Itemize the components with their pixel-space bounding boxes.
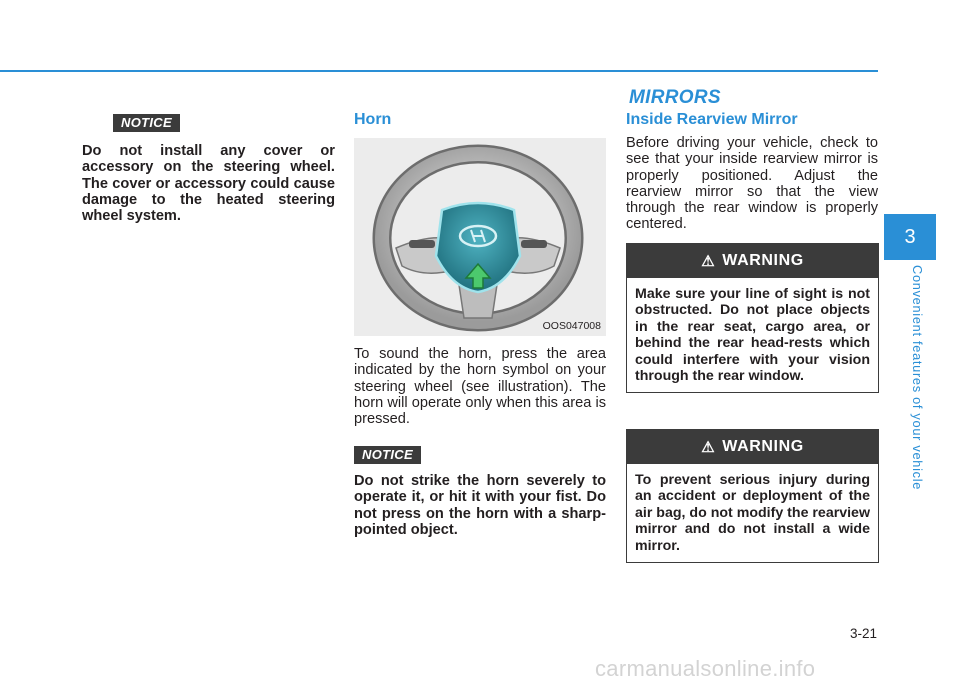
- section-title: MIRRORS: [629, 87, 721, 108]
- warning-box: [626, 429, 879, 563]
- watermark: carmanualsonline.info: [595, 656, 816, 681]
- steering-wheel-notice-text: Do not install any cover or accessory on the steering wheel. The cover or accessory could cause damage to the heated steering wheel system.: [82, 143, 335, 225]
- figure-code: OOS047008: [542, 320, 601, 332]
- chapter-tab: [884, 214, 936, 260]
- page-number: 3-21: [849, 626, 877, 641]
- warning-triangle-icon: ⚠: [701, 253, 716, 270]
- chapter-number: 3: [904, 225, 916, 248]
- horn-heading: Horn: [354, 111, 392, 128]
- warning-header: [627, 244, 878, 278]
- horn-notice-text: Do not strike the horn severely to operate it, or hit it with your fist. Do not press on the horn with a sharp-pointed object.: [354, 473, 606, 538]
- notice-badge: [354, 446, 421, 464]
- warning-label: WARNING: [722, 438, 804, 455]
- header-rule: [0, 70, 878, 72]
- mirror-body-text: Before driving your vehicle, check to see that your inside rearview mirror is properly positioned. Adjust the rearview mirror so that the view through the rear window is properly centered.: [626, 135, 878, 233]
- steering-wheel-figure: [354, 138, 606, 336]
- warning-label: WARNING: [722, 252, 804, 269]
- steering-wheel-illustration: [354, 138, 606, 336]
- warning-triangle-icon: ⚠: [701, 439, 716, 456]
- inside-rearview-mirror-heading: Inside Rearview Mirror: [626, 111, 798, 128]
- warning-header: [627, 430, 878, 464]
- notice-label: NOTICE: [362, 447, 413, 462]
- notice-label: NOTICE: [121, 115, 172, 130]
- notice-badge: [113, 114, 180, 132]
- left-button: [409, 240, 435, 248]
- horn-body-text: To sound the horn, press the area indicated by the horn symbol on your steering wheel (see illustration). The horn will operate only when this area is pressed.: [354, 346, 606, 428]
- chapter-title: Convenient features of your vehicle: [910, 265, 925, 491]
- warning-box: [626, 243, 879, 393]
- warning-text: To prevent serious injury during an accident or deployment of the air bag, do not modify the rearview mirror and do not install a wide mirror.: [635, 472, 870, 554]
- warning-text: Make sure your line of sight is not obstructed. Do not place objects in the rear seat, cargo area, or behind the rear head-rests which could interfere with your vision through the rear window.: [635, 286, 870, 385]
- right-button: [521, 240, 547, 248]
